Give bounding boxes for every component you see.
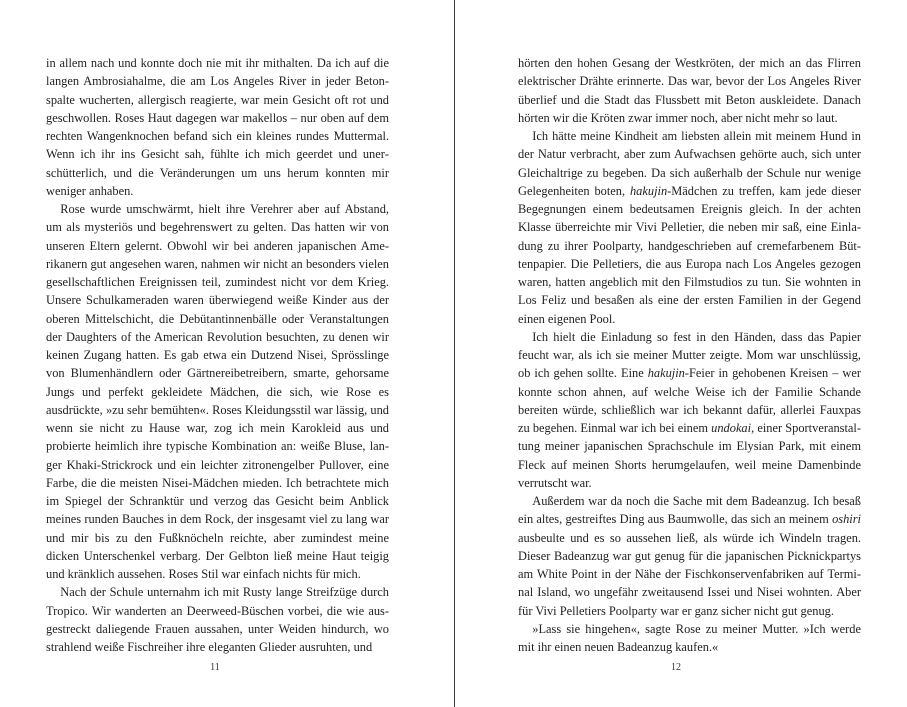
text-run: ausbeulte und es so aussehen ließ, als würde ich Windeln tragen. Dieser Badeanzug war gut genug für die japanischen Picknickpartys am White Point in der Nähe der Fischkonservenfabriken auf Terminal Island, wo ungefähr zweitausend Issei und Nisei wohnten. Aber für Vivi Pelletiers Poolparty war er ganz sicher nicht gut genug. (518, 530, 861, 618)
paragraph: »Lass sie hingehen«, sagte Rose zu meiner Mutter. »Ich werde mit ihr einen neuen Badeanzug kaufen.« (518, 621, 861, 654)
page-number-left: 11 (210, 662, 220, 673)
paragraph: hörten den hohen Gesang der Westkröten, der mich an das Flirren elektrischer Drähte erinnerte. Das war, bevor der Los Angeles River überlief und die Stadt das Flussbett mit Beton auskleidete. Danach hörten wir die Kröten zwar immer noch, aber nicht mehr so laut. (518, 56, 861, 125)
italic-term: oshiri (832, 512, 861, 527)
paragraph (518, 127, 861, 328)
paragraph (518, 492, 861, 620)
text-run: Außerdem war da noch die Sache mit dem Badeanzug. Ich besaß ein altes, gestreiftes Ding aus Baumwolle, das sich an meinem (518, 494, 861, 527)
right-page-text (518, 54, 861, 656)
text-run: -Mädchen zu treffen, kam jede dieser Begegnungen einem bedeutsamen Ereignis gleich. In der achten Klasse überreichte mir Vivi Pelletier, die neben mir saß, eine Einladung zu ihrer Poolparty, handgeschrieben auf cremefarbenem Büttenpapier. Die Pelletiers, die aus Europa nach Los Angeles gezogen waren, hatten angeblich mit den Filmstudios zu tun. Sie wohnten in Los Feliz und besaßen als eine der ersten Familien in der Gegend einen eigenen Pool. (518, 183, 861, 326)
italic-term: undokai (711, 421, 752, 435)
paragraph: Rose wurde umschwärmt, hielt ihre Verehrer aber auf Abstand, um als mysteriös und begehrenswert zu gelten. Das hatten wir von unseren Eltern gelernt. Obwohl wir bei anderen japanischen Amerikanern gut angesehen waren, nahmen wir nicht an besonders vielen gesellschaftlichen Ereignissen teil, zumindest nicht vor dem Krieg. Unsere Schulkameraden waren überwiegend weiße Kinder aus der oberen Mittelschicht, die Debütantinnenbälle oder Veranstaltungen der Daughters of the American Revolution besuchten, zu denen wir keinen Zugang hatten. Es gab etwa ein Dutzend Nisei, Sprösslinge von Blumenhändlern oder Gärtnereibetreibern, smarte, gehorsame Jungs und perfekt gekleidete Mädchen, die sich, wie Rose es ausdrückte, »zu sehr bemühten«. Roses Kleidungsstil war lässig, und wenn sie nicht zu Hause war, zog ich mein Karokleid aus und probierte heimlich ihre typische Kombination an: weiße Bluse, langer Khaki-Strickrock und ein leichter zitronengelber Pullover, eine Farbe, die die meisten Nisei-Mädchen mieden. Ich betrachtete mich im Spiegel der Schranktür und verzog das Gesicht beim Anblick meines runden Bauches in dem Rock, der insgesamt viel zu lang war und mir bis zu den Fußknöcheln reichte, aber zumindest meine dicken Unterschenkel verbarg. Der Gelbton ließ meine Haut teigig und kränklich aussehen. Roses Stil war einfach nichts für mich. (46, 202, 389, 581)
text-run: Ich hielt die Einladung so fest in den Händen, dass das Papier feucht war, als ich sie meiner Mutter zeigte. Mom war unschlüssig, ob ich gehen sollte. Eine (518, 329, 861, 381)
text-run: , einer Sportveranstaltung meiner japanischen Sprachschule im Elysian Park, mit einem Fleck auf meinen Shorts herumgelaufen, weil meine Damenbinde verrutscht war. (518, 421, 861, 490)
text-run: -Feier in gehobenen Kreisen – wer konnte schon ahnen, auf welche Weise ich der Familie Schande bereiten würde, schließlich war ich bekannt dafür, allerlei Fauxpas zu begehen. Einmal war ich bei einem (518, 366, 861, 435)
left-page-text (46, 54, 389, 656)
italic-term: hakujin (647, 366, 685, 381)
italic-term: hakujin (629, 183, 668, 198)
page-gutter-divider (454, 0, 455, 707)
paragraph (518, 328, 861, 492)
page-number-right: 12 (671, 662, 681, 673)
paragraph: in allem nach und konnte doch nie mit ihr mithalten. Da ich auf die langen Ambrosiahalme, die am Los Angeles River in jeder Betonspalte wucherten, allergisch reagierte, war mein Gesicht oft rot und geschwollen. Roses Haut dagegen war makellos – nur oben auf dem rechten Wangenknochen befand sich ein kleines rundes Muttermal. Wenn ich ihr ins Gesicht sah, fühlte ich mich geerdet und unerschütterlich, und die Veränderungen um uns herum konnten mir weniger anhaben. (46, 56, 389, 198)
paragraph: Nach der Schule unternahm ich mit Rusty lange Streifzüge durch Tropico. Wir wanderten an Deerweed-Büschen vorbei, die wie ausgestreckt daliegende Frauen aussahen, unter Weiden hindurch, wo strahlend weiße Fischreiher ihre eleganten Glieder ausruhten, und (46, 585, 389, 654)
text-run: Ich hätte meine Kindheit am liebsten allein mit meinem Hund in der Natur verbracht, aber zum Aufwachsen gehörte auch, sich unter Gleichaltrige zu begeben. Da sich außerhalb der Schule nur wenige Gelegenheiten boten, (518, 129, 861, 198)
